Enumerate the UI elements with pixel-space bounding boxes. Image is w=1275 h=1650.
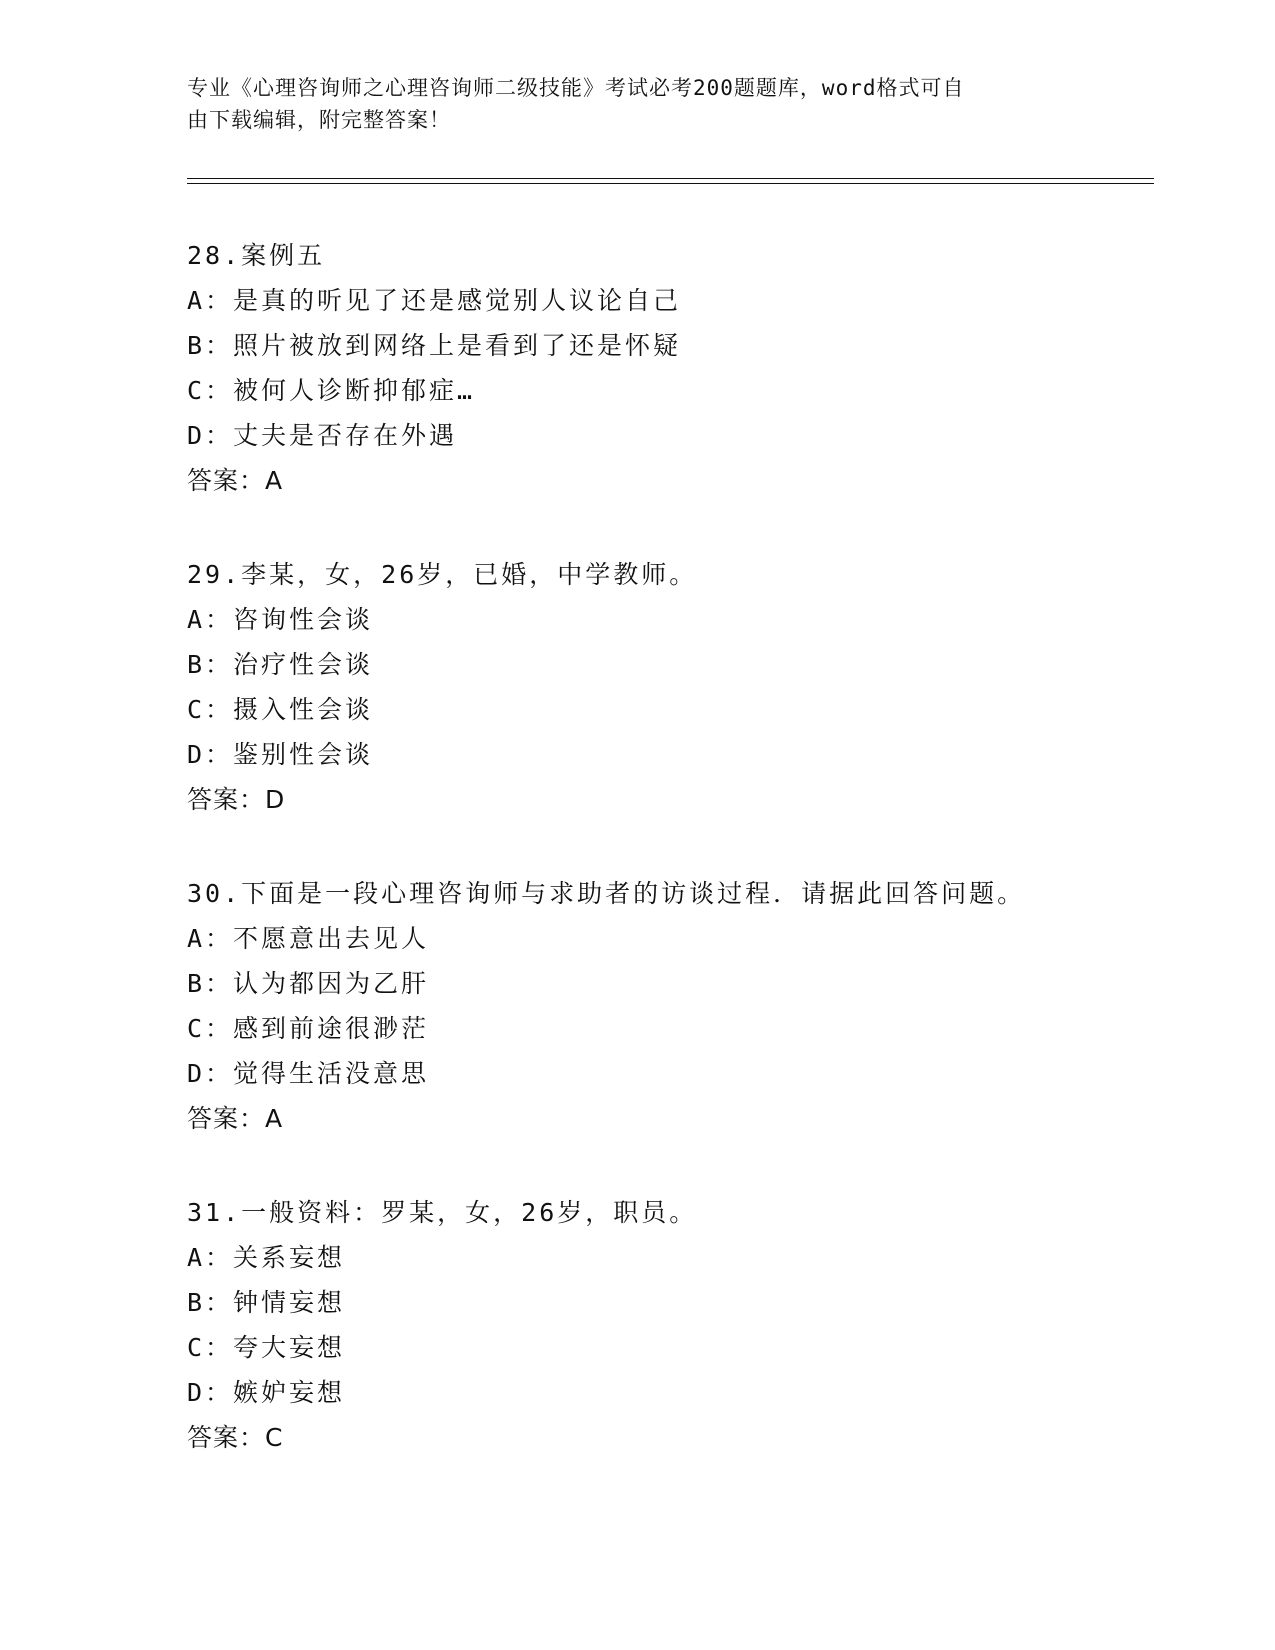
- option-c: C：被何人诊断抑郁症…: [187, 376, 476, 405]
- option-b: B：治疗性会谈: [187, 650, 374, 679]
- answer-label: 答案：A: [187, 1104, 284, 1133]
- option-d: D：觉得生活没意思: [187, 1059, 430, 1088]
- question-30: [187, 871, 1147, 1141]
- question-stem: 30.下面是一段心理咨询师与求助者的访谈过程．请据此回答问题。: [187, 879, 1026, 908]
- question-stem: 29.李某，女，26岁，已婚，中学教师。: [187, 560, 698, 589]
- answer-label: 答案：A: [187, 466, 284, 495]
- question-28: [187, 233, 1147, 503]
- option-a: A：是真的听见了还是感觉别人议论自己: [187, 286, 682, 315]
- question-stem: 28.案例五: [187, 241, 326, 270]
- option-d: D：嫉妒妄想: [187, 1378, 346, 1407]
- option-c: C：感到前途很渺茫: [187, 1014, 430, 1043]
- answer-label: 答案：D: [187, 785, 286, 814]
- option-a: A：咨询性会谈: [187, 605, 374, 634]
- question-31: [187, 1190, 1147, 1460]
- header-line-1: 专业《心理咨询师之心理咨询师二级技能》考试必考200题题库，word格式可自: [187, 76, 965, 100]
- option-a: A：不愿意出去见人: [187, 924, 430, 953]
- option-b: B：照片被放到网络上是看到了还是怀疑: [187, 331, 682, 360]
- header-divider-top: [187, 178, 1154, 179]
- option-c: C：夸大妄想: [187, 1333, 346, 1362]
- option-a: A：关系妄想: [187, 1243, 346, 1272]
- option-b: B：钟情妄想: [187, 1288, 346, 1317]
- question-stem: 31.一般资料：罗某，女，26岁，职员。: [187, 1198, 698, 1227]
- header-divider-bottom: [187, 183, 1154, 184]
- question-29: [187, 552, 1147, 822]
- answer-label: 答案：C: [187, 1423, 284, 1452]
- option-b: B：认为都因为乙肝: [187, 969, 430, 998]
- option-c: C：摄入性会谈: [187, 695, 374, 724]
- option-d: D：鉴别性会谈: [187, 740, 374, 769]
- option-d: D：丈夫是否存在外遇: [187, 421, 458, 450]
- document-header: [187, 72, 1087, 136]
- header-line-2: 由下载编辑，附完整答案！: [187, 108, 451, 132]
